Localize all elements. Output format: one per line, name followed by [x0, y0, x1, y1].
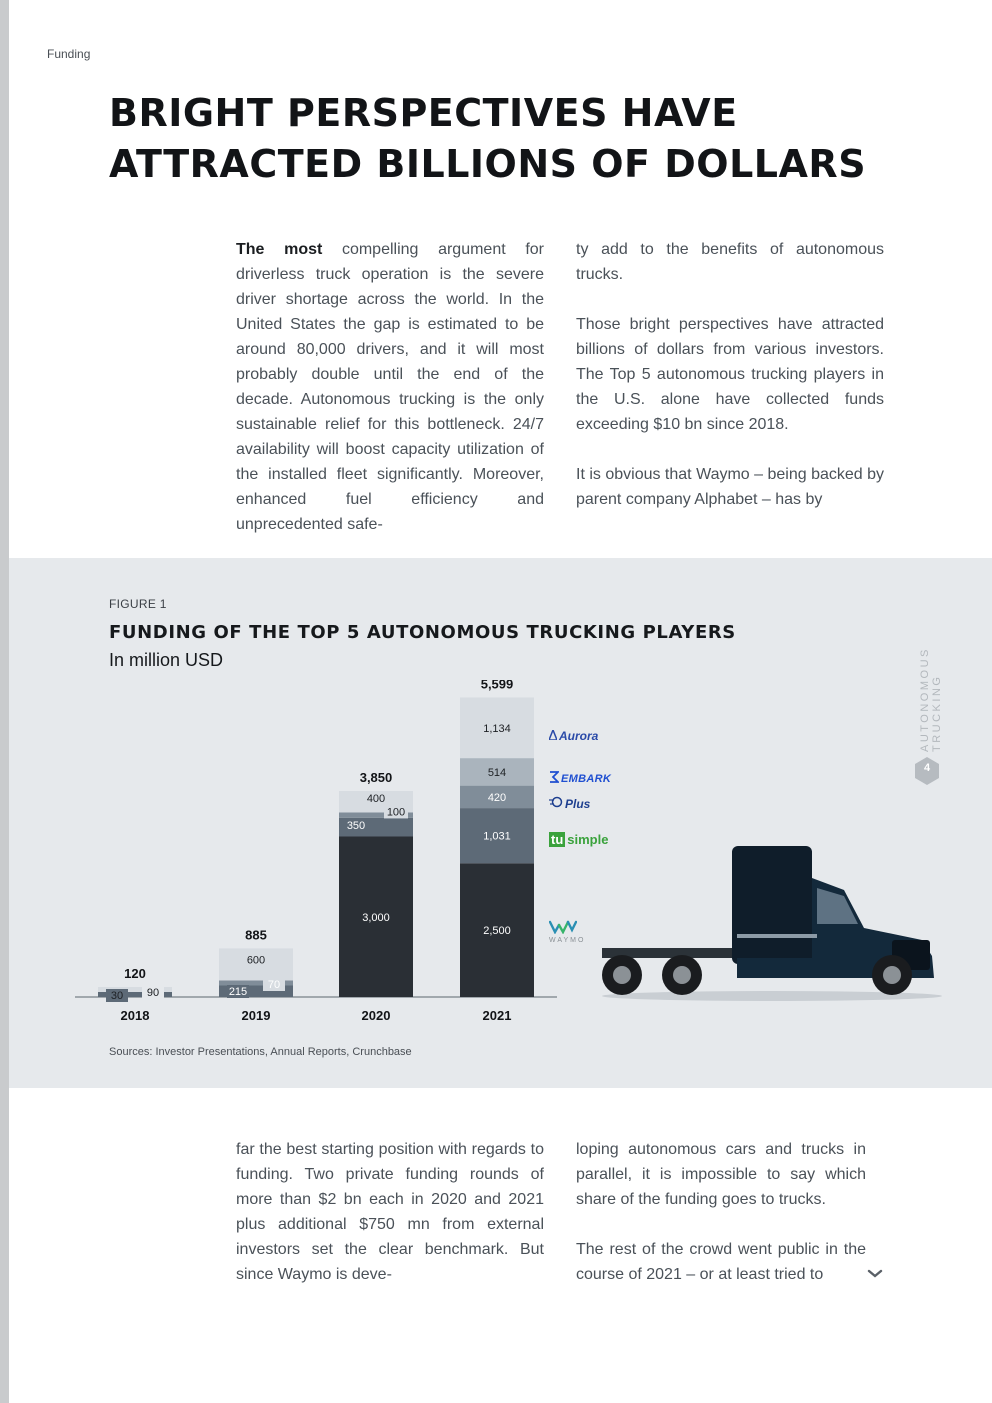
body-column-3 — [236, 1137, 544, 1312]
paragraph: compelling argument for driverless truck operation is the severe driver shortage across the world. In the United States the gap is estimated to be around 80,000 drivers, and it will most probably double until the end of the decade. Autonomous trucking is the only sustainable relief for this bottleneck. 24/7 availability will boost capacity utilization of the installed fleet significantly. Moreover, enhanced fuel efficiency and unprecedented safe- — [236, 241, 544, 533]
legend-label: simple — [567, 832, 609, 847]
body-column-1 — [236, 237, 544, 562]
semi-truck-image — [592, 838, 942, 1003]
data-label: 90 — [146, 987, 160, 999]
paragraph: Those bright perspectives have attracted billions of dollars from various investors. The Top 5 autonomous trucking players in the U.S. alone have collected funds exceeding $10 bn since 2018. — [576, 316, 884, 433]
data-label: 1,031 — [483, 830, 511, 843]
page-edge-bar — [0, 0, 9, 1403]
aurora-logo-icon — [549, 729, 557, 743]
total-label: 885 — [245, 927, 267, 943]
lead-in: The most — [236, 241, 323, 258]
tusimple-logo-mark: tu — [551, 832, 564, 847]
x-tick-label: 2021 — [482, 1008, 512, 1023]
legend-waymo — [549, 920, 585, 944]
x-tick-label: 2019 — [241, 1008, 271, 1023]
waymo-wordmark: WAYMO — [549, 937, 586, 944]
legend-label: Aurora — [559, 729, 599, 743]
total-label: 3,850 — [359, 770, 393, 786]
embark-logo-icon — [549, 771, 559, 786]
figure-subtitle: In million USD — [109, 650, 224, 670]
paragraph: far the best starting position with regards to funding. Two private funding rounds of more than $2 bn each in 2020 and 2021 plus additional $750 mn from external investors set the clear benchmark. But since Waymo is deve- — [236, 1141, 544, 1283]
x-tick-label: 2018 — [120, 1008, 150, 1023]
data-label: 100 — [386, 806, 406, 819]
figure-title: FUNDING OF THE TOP 5 AUTONOMOUS TRUCKING PLAYERS — [109, 622, 736, 643]
legend-plus — [549, 796, 590, 811]
paragraph: loping autonomous cars and trucks in parallel, it is impossible to say which share of the funding goes to trucks. — [576, 1141, 866, 1208]
page-headline: BRIGHT PERSPECTIVES HAVE ATTRACTED BILLIONS OF DOLLARS — [109, 91, 867, 186]
continue-chevron-icon[interactable] — [867, 1269, 883, 1279]
plus-logo-icon — [549, 796, 563, 811]
x-tick-label: 2020 — [361, 1008, 391, 1023]
total-label: 120 — [124, 966, 146, 981]
legend-embark — [549, 771, 611, 786]
data-label: 3,000 — [362, 911, 390, 924]
data-label: 1,134 — [483, 722, 511, 735]
paragraph: It is obvious that Waymo – being backed by parent company Alphabet – has by — [576, 466, 885, 508]
data-label: 2,500 — [483, 925, 511, 938]
legend-label: Plus — [565, 796, 591, 811]
page-number: 4 — [923, 762, 931, 774]
funding-chart — [70, 680, 560, 1030]
data-label: 600 — [246, 954, 266, 967]
total-label: 5,599 — [480, 680, 514, 692]
data-label: 70 — [267, 979, 281, 991]
legend-aurora — [549, 729, 598, 743]
paragraph: ty add to the benefits of autonomous trucks. — [576, 241, 884, 283]
waymo-logo-icon — [549, 920, 577, 937]
body-column-4 — [576, 1137, 866, 1312]
data-label: 400 — [366, 793, 386, 806]
paragraph: The rest of the crowd went public in the course of 2021 – or at least tried to — [576, 1241, 866, 1283]
body-column-2 — [576, 237, 884, 537]
side-section-label: AUTONOMOUS TRUCKING — [919, 647, 943, 752]
section-label: Funding — [47, 47, 91, 61]
data-label: 215 — [228, 986, 248, 998]
legend-label: EMBARK — [561, 772, 612, 785]
data-label: 420 — [487, 791, 507, 804]
data-label: 30 — [110, 990, 124, 1002]
figure-source: Sources: Investor Presentations, Annual Reports, Crunchbase — [109, 1046, 412, 1058]
figure-label: FIGURE 1 — [109, 597, 167, 611]
data-label: 514 — [487, 766, 507, 779]
data-label: 350 — [346, 819, 366, 832]
